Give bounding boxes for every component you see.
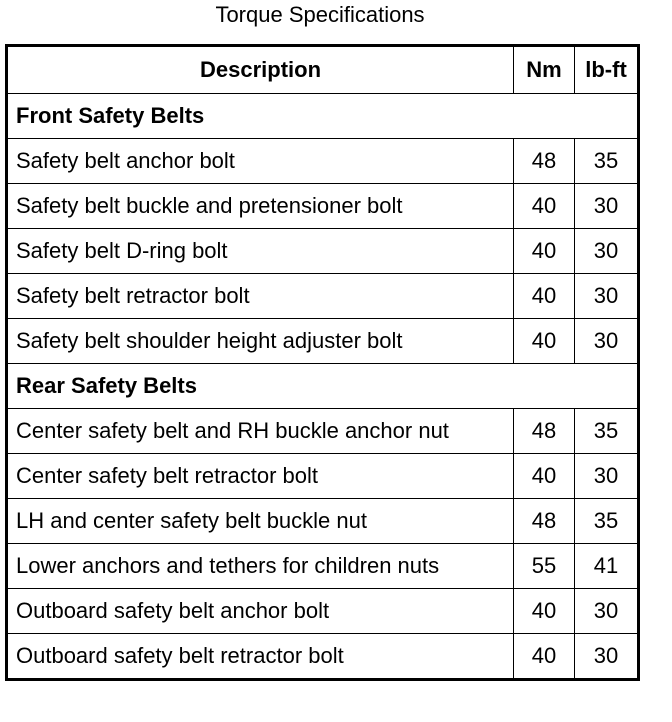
row-nm: 40 xyxy=(514,454,575,499)
table-row xyxy=(7,184,639,229)
table-row xyxy=(7,229,639,274)
row-nm: 48 xyxy=(514,139,575,184)
row-description: Safety belt buckle and pretensioner bolt xyxy=(7,184,514,229)
table-row xyxy=(7,589,639,634)
table-row xyxy=(7,319,639,364)
header-row xyxy=(7,46,639,94)
row-lbft: 30 xyxy=(575,319,639,364)
row-description: Safety belt anchor bolt xyxy=(7,139,514,184)
row-nm: 48 xyxy=(514,499,575,544)
column-header-lbft: lb-ft xyxy=(575,46,639,94)
table-row xyxy=(7,634,639,680)
row-description: Center safety belt and RH buckle anchor nut xyxy=(7,409,514,454)
row-nm: 40 xyxy=(514,184,575,229)
table-row xyxy=(7,139,639,184)
row-lbft: 30 xyxy=(575,589,639,634)
row-description: LH and center safety belt buckle nut xyxy=(7,499,514,544)
section-row-rear xyxy=(7,364,639,409)
row-nm: 55 xyxy=(514,544,575,589)
row-nm: 48 xyxy=(514,409,575,454)
column-header-nm: Nm xyxy=(514,46,575,94)
row-description: Center safety belt retractor bolt xyxy=(7,454,514,499)
row-nm: 40 xyxy=(514,634,575,680)
row-description: Safety belt shoulder height adjuster bolt xyxy=(7,319,514,364)
section-row-front xyxy=(7,94,639,139)
row-lbft: 35 xyxy=(575,409,639,454)
row-lbft: 41 xyxy=(575,544,639,589)
table-row xyxy=(7,499,639,544)
table-row xyxy=(7,544,639,589)
section-title: Rear Safety Belts xyxy=(7,364,639,409)
row-lbft: 35 xyxy=(575,499,639,544)
row-description: Safety belt D-ring bolt xyxy=(7,229,514,274)
table-row xyxy=(7,274,639,319)
row-nm: 40 xyxy=(514,229,575,274)
table-row xyxy=(7,409,639,454)
row-lbft: 30 xyxy=(575,274,639,319)
section-title: Front Safety Belts xyxy=(7,94,639,139)
row-lbft: 35 xyxy=(575,139,639,184)
row-lbft: 30 xyxy=(575,229,639,274)
row-nm: 40 xyxy=(514,589,575,634)
row-description: Outboard safety belt retractor bolt xyxy=(7,634,514,680)
row-lbft: 30 xyxy=(575,454,639,499)
torque-spec-table xyxy=(5,44,640,681)
row-lbft: 30 xyxy=(575,634,639,680)
table-row xyxy=(7,454,639,499)
row-description: Safety belt retractor bolt xyxy=(7,274,514,319)
page-title: Torque Specifications xyxy=(215,2,425,27)
column-header-description: Description xyxy=(7,46,514,94)
row-nm: 40 xyxy=(514,274,575,319)
row-nm: 40 xyxy=(514,319,575,364)
row-description: Outboard safety belt anchor bolt xyxy=(7,589,514,634)
row-lbft: 30 xyxy=(575,184,639,229)
row-description: Lower anchors and tethers for children nuts xyxy=(7,544,514,589)
